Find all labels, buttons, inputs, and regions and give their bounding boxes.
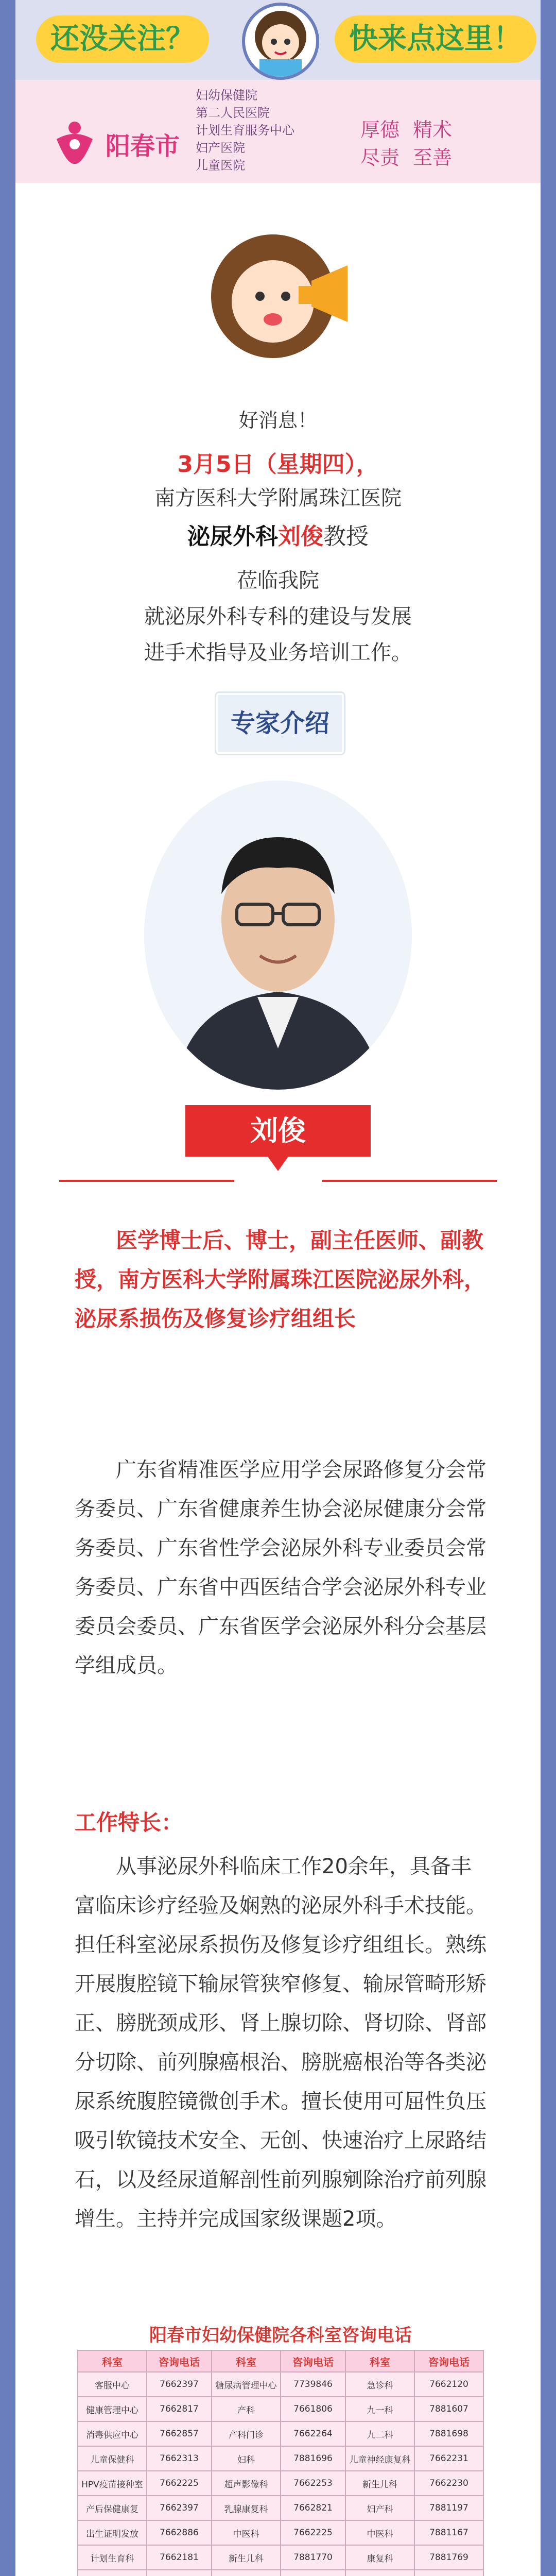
phone-cell[interactable]: 7662230 — [414, 2471, 483, 2496]
doctor-portrait — [144, 781, 412, 1090]
motto-word: 至善 — [413, 146, 453, 169]
logo-text: 阳春市 — [106, 132, 180, 161]
left-frame — [0, 0, 15, 2576]
dept-cell: 急诊科 — [345, 2372, 414, 2397]
table-row — [78, 2545, 483, 2570]
phone-cell[interactable]: 7662225 — [281, 2520, 345, 2545]
table-row — [78, 2570, 483, 2576]
phone-cell[interactable]: 7881167 — [414, 2520, 483, 2545]
phone-cell[interactable] — [414, 2570, 483, 2576]
doctor-name-badge: 刘俊 — [185, 1105, 371, 1157]
table-row — [78, 2496, 483, 2520]
purpose-text-2: 进手术指导及业务培训工作。 — [144, 641, 412, 665]
dept-cell — [345, 2570, 414, 2576]
table-header-row — [78, 2350, 483, 2372]
dept-cell: 妇产科 — [345, 2496, 414, 2520]
phone-cell[interactable]: 7881696 — [281, 2446, 345, 2471]
cartoon-avatar-icon — [242, 3, 319, 80]
motto — [360, 116, 515, 172]
phone-cell[interactable]: 7662253 — [281, 2471, 345, 2496]
phone-cell[interactable]: 7662886 — [147, 2520, 212, 2545]
table-row — [78, 2446, 483, 2471]
purpose-text: 就泌尿外科专科的建设与发展 — [144, 605, 412, 629]
article-card — [15, 183, 541, 2576]
dept-cell: 出生证明发放 — [78, 2520, 147, 2545]
motto-word: 精术 — [413, 118, 453, 141]
phone-cell[interactable]: 7881770 — [281, 2545, 345, 2570]
col-header: 科室 — [78, 2350, 147, 2372]
phone-cell[interactable]: 7661806 — [281, 2397, 345, 2421]
col-header: 咨询电话 — [147, 2350, 212, 2372]
brand-item: 儿童医院 — [196, 158, 245, 173]
header-banner — [15, 0, 541, 183]
dept-cell — [78, 2570, 147, 2576]
col-header: 咨询电话 — [414, 2350, 483, 2372]
dept-cell: 产后保健康复 — [78, 2496, 147, 2520]
phone-cell[interactable]: 7662225 — [147, 2471, 212, 2496]
phone-cell[interactable]: 7881607 — [414, 2397, 483, 2421]
col-header: 咨询电话 — [281, 2350, 345, 2372]
table-row — [78, 2372, 483, 2397]
phone-cell[interactable]: 7881698 — [414, 2421, 483, 2446]
good-news-text: 好消息！ — [238, 409, 317, 432]
doctor-title: 教授 — [323, 523, 369, 550]
phone-cell[interactable]: 7662313 — [147, 2446, 212, 2471]
phone-cell[interactable] — [147, 2570, 212, 2576]
visit-date: 3月5日（星期四）， — [177, 451, 379, 478]
divider-right — [322, 1180, 497, 1182]
visit-text: 莅临我院 — [237, 569, 319, 592]
expert-intro-button[interactable]: 专家介绍 — [216, 693, 344, 754]
dept-cell: 新生儿科 — [345, 2471, 414, 2496]
table-row — [78, 2471, 483, 2496]
dept-cell: 中医科 — [345, 2520, 414, 2545]
doctor-name: 刘俊 — [278, 523, 323, 550]
dept-cell: 糖尿病管理中心 — [212, 2372, 281, 2397]
specialty-text: 从事泌尿外科临床工作20余年，具备丰富临床诊疗经验及娴熟的泌尿外科手术技能。担任科室泌尿系损伤及修复诊疗组组长。熟练开展腹腔镜下输尿管狭窄修复、输尿管畸形矫正、膀胱颈成形、肾上腺切除、肾切除、肾部分切除、前列腺癌根治、膀胱癌根治等各类泌尿系统腹腔镜微创手术。擅长使用可屈性负压吸引软镜技术安全、无创、快速治疗上尿路结石，以及经尿道解剖性前列腺剜除治疗前列腺增生。主持并完成国家级课题2项。 — [75, 1855, 486, 2231]
phone-cell[interactable]: 7662397 — [147, 2372, 212, 2397]
affiliations-text: 广东省精准医学应用学会尿路修复分会常务委员、广东省健康养生协会泌尿健康分会常务委员、广东省性学会泌尿外科专业委员会常务委员、广东省中西医结合学会泌尿外科专业委员会委员、广东省医学会泌尿外科分会基层学组成员。 — [75, 1458, 486, 1677]
phone-cell[interactable] — [281, 2570, 345, 2576]
phone-cell[interactable]: 7662264 — [281, 2421, 345, 2446]
phone-cell[interactable]: 7881197 — [414, 2496, 483, 2520]
phone-cell[interactable]: 7881769 — [414, 2545, 483, 2570]
dept-cell: 九一科 — [345, 2397, 414, 2421]
dept-cell: 客服中心 — [78, 2372, 147, 2397]
dept-cell: 九二科 — [345, 2421, 414, 2446]
table-row — [78, 2397, 483, 2421]
divider-left — [59, 1180, 234, 1182]
phone-cell[interactable]: 7662857 — [147, 2421, 212, 2446]
hospital-name: 南方医科大学附属珠江医院 — [154, 486, 402, 510]
phone-cell[interactable]: 7662817 — [147, 2397, 212, 2421]
phone-cell[interactable]: 7662397 — [147, 2496, 212, 2520]
brand-item: 妇产医院 — [196, 141, 245, 155]
dept-cell: 中医科 — [212, 2520, 281, 2545]
phone-cell[interactable]: 7739846 — [281, 2372, 345, 2397]
dept-cell: 计划生育科 — [78, 2545, 147, 2570]
brand-item: 计划生育服务中心 — [196, 123, 294, 138]
dept-cell: 儿童保健科 — [78, 2446, 147, 2471]
dept-cell: 消毒供应中心 — [78, 2421, 147, 2446]
phone-cell[interactable]: 7662821 — [281, 2496, 345, 2520]
dept-cell: 新生儿科 — [212, 2545, 281, 2570]
dept-cell: 超声影像科 — [212, 2471, 281, 2496]
dept-name: 泌尿外科 — [187, 523, 278, 550]
brand-item: 妇幼保健院 — [196, 88, 257, 103]
dept-cell — [212, 2570, 281, 2576]
follow-bubble-right[interactable]: 快来点这里！ — [335, 15, 536, 63]
doctor-line — [15, 518, 541, 551]
dept-cell: 妇科 — [212, 2446, 281, 2471]
brand-item: 第二人民医院 — [196, 106, 270, 120]
specialty-title: 工作特长： — [75, 1810, 183, 1835]
table-row — [78, 2421, 483, 2446]
motto-word: 尽责 — [360, 146, 400, 169]
phone-cell[interactable]: 7662181 — [147, 2545, 212, 2570]
phone-table-wrap — [77, 2321, 484, 2576]
dept-cell: 产科 — [212, 2397, 281, 2421]
phone-cell[interactable]: 7662231 — [414, 2446, 483, 2471]
phone-cell[interactable]: 7662120 — [414, 2372, 483, 2397]
hospital-logo-icon — [51, 118, 98, 165]
right-frame — [541, 0, 556, 2576]
phone-table — [77, 2350, 484, 2576]
megaphone-girl-icon — [201, 219, 355, 374]
doctor-headline: 医学博士后、博士，副主任医师、副教授，南方医科大学附属珠江医院泌尿外科，泌尿系损伤及修复诊疗组组长 — [75, 1228, 486, 1331]
dept-cell: 健康管理中心 — [78, 2397, 147, 2421]
brand-list — [196, 87, 329, 174]
motto-word: 厚德 — [360, 118, 400, 141]
dept-cell: 儿童神经康复科 — [345, 2446, 414, 2471]
dept-cell: HPV疫苗接种室 — [78, 2471, 147, 2496]
phone-table-title: 阳春市妇幼保健院各科室咨询电话 — [149, 2325, 412, 2346]
dept-cell: 乳腺康复科 — [212, 2496, 281, 2520]
follow-bubble-left[interactable]: 还没关注？ — [36, 15, 209, 63]
col-header: 科室 — [212, 2350, 281, 2372]
dept-cell: 产科门诊 — [212, 2421, 281, 2446]
table-row — [78, 2520, 483, 2545]
col-header: 科室 — [345, 2350, 414, 2372]
dept-cell: 康复科 — [345, 2545, 414, 2570]
